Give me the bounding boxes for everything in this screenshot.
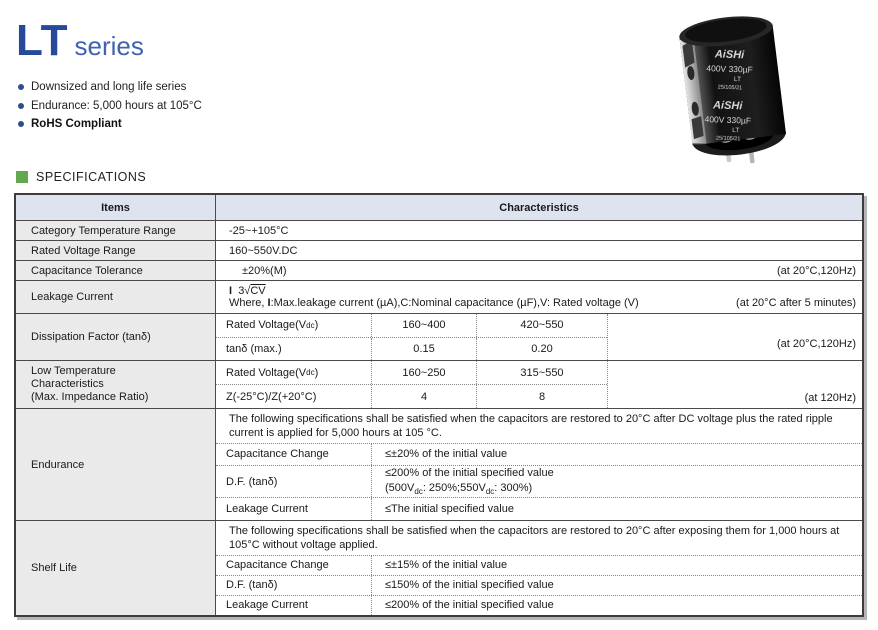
- label-text: Rated Voltage(V: [226, 366, 307, 379]
- feature-list: [18, 81, 202, 137]
- condition-note: (at 120Hz): [804, 392, 856, 404]
- subtable-row: [216, 575, 862, 595]
- value-text: : 250%;550V: [422, 481, 486, 494]
- cap-code-text: 25/105/21: [717, 84, 743, 92]
- row-label: Shelf Life: [16, 521, 216, 615]
- subtable-row: [216, 497, 862, 520]
- label-text: ): [314, 319, 319, 332]
- sub-label: D.F. (tanδ): [216, 466, 372, 497]
- subtable-row: [216, 556, 862, 575]
- condition-note: (at 20°C,120Hz): [777, 338, 856, 350]
- sub-label: Leakage Current: [216, 498, 372, 520]
- sub-value: 0.20: [531, 342, 553, 355]
- bullet-icon: [18, 103, 24, 109]
- sub-label: D.F. (tanδ): [216, 576, 372, 595]
- sub-value: 0.15: [372, 338, 477, 361]
- sub-label: Capacitance Change: [216, 444, 372, 466]
- specifications-heading: [16, 170, 146, 184]
- leakage-cell: [216, 281, 862, 313]
- sub-value: ≤±15% of the initial value: [385, 559, 508, 572]
- table-row: [16, 313, 862, 360]
- sub-value: [372, 466, 862, 497]
- cap-rating-text: 400V 330µF: [706, 63, 753, 75]
- where-pre: Where,: [229, 297, 268, 309]
- sub-value: ≤±20% of the initial value: [385, 448, 508, 461]
- table-row: [16, 520, 862, 615]
- table-row: [16, 360, 862, 408]
- formula-symbol: I: [229, 285, 233, 297]
- value-text: (500V: [385, 481, 415, 494]
- cap-series-text: LT: [733, 76, 742, 84]
- series-word: series: [74, 31, 144, 61]
- value-subscript: dc: [414, 486, 423, 496]
- table-header-row: [16, 195, 862, 220]
- endurance-cell: [216, 409, 862, 520]
- row-label: Category Temperature Range: [16, 221, 216, 240]
- label-subscript: dc: [306, 320, 315, 330]
- row-label: Dissipation Factor (tanδ): [16, 314, 216, 360]
- condition-note: (at 20°C after 5 minutes): [736, 297, 856, 309]
- series-code: LT: [16, 16, 69, 65]
- label-line: Characteristics: [31, 378, 104, 391]
- formula-coefficient: 3√: [238, 285, 251, 297]
- where-rest: :Max.leakage current (µA),C:Nominal capacitance (µF),V: Rated voltage (V): [270, 297, 639, 309]
- list-item: [18, 81, 202, 93]
- sub-label: [216, 361, 372, 384]
- value-line: ≤200% of the initial specified value: [385, 467, 554, 480]
- row-label: Leakage Current: [16, 281, 216, 313]
- table-row: [16, 260, 862, 280]
- table-row: [16, 408, 862, 520]
- label-text: Rated Voltage(V: [226, 319, 307, 332]
- where-symbol: I: [267, 297, 271, 309]
- row-value-cell: [216, 261, 862, 280]
- spec-table: [14, 193, 864, 617]
- cap-brand-text: AiSHi: [714, 48, 745, 62]
- where-text: [229, 297, 639, 309]
- subtable-row: [216, 465, 862, 497]
- sub-label: Z(-25°C)/Z(+20°C): [216, 385, 372, 408]
- label-text: ): [314, 366, 319, 379]
- feature-text: Downsized and long life series: [31, 81, 187, 93]
- label-subscript: dc: [306, 368, 315, 377]
- subtable-row: [216, 314, 607, 337]
- sub-value: ≤200% of the initial specified value: [385, 599, 554, 612]
- feature-text: Endurance: 5,000 hours at 105°C: [31, 99, 202, 112]
- row-label: [16, 361, 216, 408]
- list-item: [18, 100, 202, 112]
- low-temp-subtable: [216, 361, 608, 408]
- dissipation-cell: [216, 314, 862, 360]
- characteristics-header-cell: Characteristics: [499, 201, 579, 214]
- sub-label: tanδ (max.): [216, 338, 372, 361]
- sub-value: ≤The initial specified value: [385, 502, 514, 515]
- row-label: Rated Voltage Range: [16, 241, 216, 260]
- subtable-row: [216, 361, 607, 384]
- label-line: (Max. Impedance Ratio): [31, 390, 149, 403]
- sub-value: 315~550: [520, 366, 564, 379]
- dissipation-subtable: [216, 314, 608, 360]
- table-row: [16, 240, 862, 260]
- items-header-cell: Items: [16, 195, 216, 220]
- subtable-row: [216, 444, 862, 466]
- shelf-life-cell: [216, 521, 862, 615]
- row-value: -25~+105°C: [229, 224, 289, 237]
- shelf-life-intro: The following specifications shall be satisfied when the capacitors are restored to 20°C after exposing them for 1,000 hours at 105°C without voltage applied.: [216, 521, 862, 556]
- tolerance-value: ±20%(M): [242, 264, 287, 277]
- cap-code-text: 25/105/21: [715, 135, 741, 143]
- sub-label: Leakage Current: [216, 596, 372, 615]
- sub-label: [216, 314, 372, 337]
- condition-note: (at 20°C,120Hz): [777, 264, 856, 277]
- low-temp-cell: [216, 361, 862, 408]
- green-square-icon: [16, 171, 28, 183]
- row-label: Capacitance Tolerance: [16, 261, 216, 280]
- cap-series-text: LT: [732, 127, 740, 135]
- subtable-row: [216, 337, 607, 361]
- value-text: : 300%): [494, 481, 533, 494]
- leakage-formula: [229, 285, 862, 297]
- sub-value: 160~400: [372, 314, 477, 337]
- feature-text: RoHS Compliant: [31, 118, 122, 130]
- page-title: [16, 16, 144, 66]
- section-title: SPECIFICATIONS: [36, 170, 147, 184]
- sub-value: 160~250: [372, 361, 477, 384]
- table-row: [16, 280, 862, 313]
- cap-brand-text: AiSHi: [712, 99, 743, 113]
- sub-value: 8: [538, 390, 546, 403]
- table-row: [16, 220, 862, 240]
- capacitor-product-image: [668, 6, 798, 171]
- formula-radicand: CV: [250, 285, 266, 297]
- value-subscript: dc: [485, 486, 495, 496]
- endurance-intro: The following specifications shall be satisfied when the capacitors are restored to 20°C after DC voltage plus the rated ripple current is applied for 5,000 hours at 105 °C.: [216, 409, 862, 444]
- label-line: Low Temperature: [31, 365, 116, 378]
- cap-rating-text: 400V 330µF: [704, 114, 752, 126]
- subtable-row: [216, 595, 862, 615]
- bullet-icon: [18, 121, 24, 127]
- sub-value: 4: [372, 385, 477, 408]
- sub-value: ≤150% of the initial specified value: [385, 579, 554, 592]
- leakage-definition: [229, 297, 862, 309]
- list-item: [18, 118, 202, 130]
- row-label: Endurance: [16, 409, 216, 520]
- sub-value: 420~550: [520, 319, 564, 332]
- subtable-row: [216, 384, 607, 408]
- sub-label: Capacitance Change: [216, 556, 372, 575]
- bullet-icon: [18, 84, 24, 90]
- row-value: 160~550V.DC: [229, 244, 298, 257]
- value-line: [385, 481, 862, 498]
